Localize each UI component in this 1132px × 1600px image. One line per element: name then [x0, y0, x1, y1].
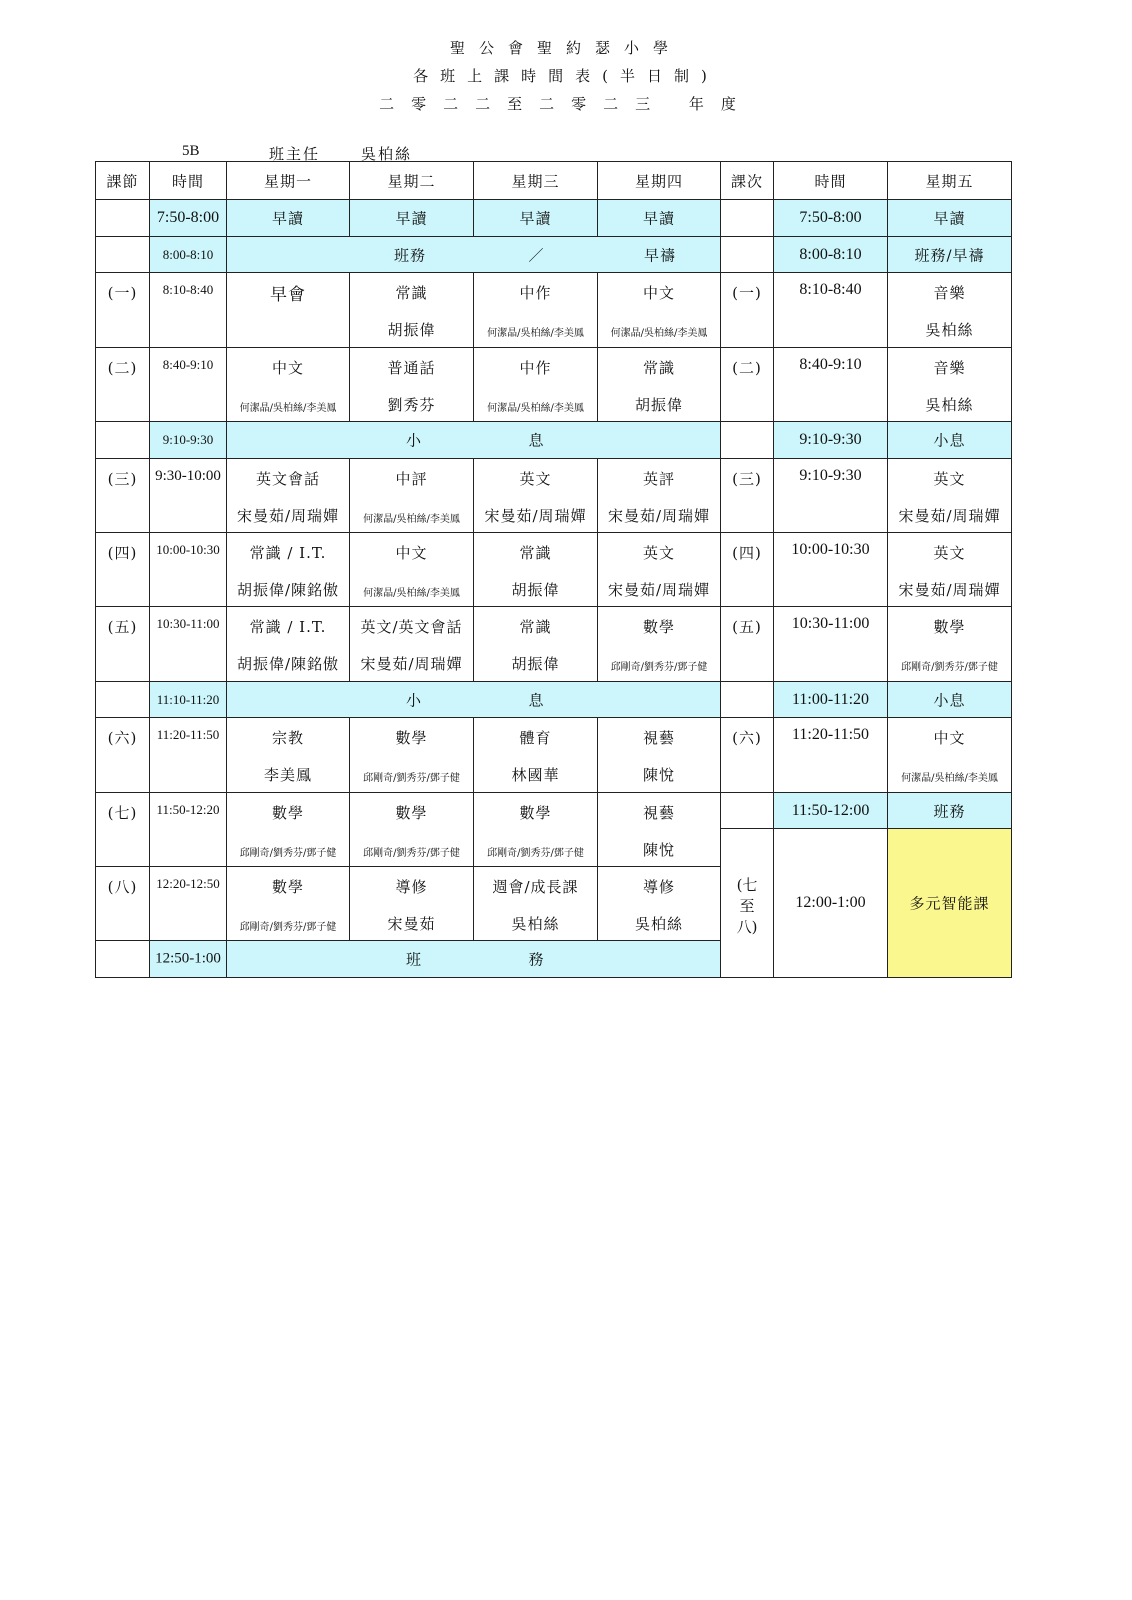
- right-p78-fri: 多元智能課: [887, 828, 1012, 978]
- header-time: 時間: [149, 161, 227, 200]
- left-p2-num: (二): [95, 347, 150, 422]
- left-p8-tue: 導修 宋曼茹: [349, 866, 474, 941]
- left-r0-num: [95, 199, 150, 237]
- left-p3-wed: 英文 宋曼茹/周瑞嬋: [473, 458, 598, 533]
- left-r0-time: 7:50-8:00: [149, 199, 227, 237]
- left-p7-mon: 數學 邱剛奇/劉秀芬/鄧子健: [226, 792, 350, 867]
- right-p1-fri: 音樂 吳柏絲: [887, 272, 1012, 348]
- right-p1-num: (一): [720, 272, 774, 348]
- left-p6-time: 11:20-11:50: [149, 717, 227, 793]
- right-p1-time: 8:10-8:40: [773, 272, 888, 348]
- left-b2-merged: 小 息: [226, 681, 721, 718]
- left-p1-num: (一): [95, 272, 150, 348]
- right-r7-num: [720, 792, 774, 829]
- left-p8-wed: 週會/成長課 吳柏絲: [473, 866, 598, 941]
- right-b2-fri: 小息: [887, 681, 1012, 718]
- left-b2-time: 11:10-11:20: [149, 681, 227, 718]
- right-b1-fri: 小息: [887, 421, 1012, 459]
- left-p6-thu: 視藝 陳悅: [597, 717, 721, 793]
- left-p7-wed: 數學 邱剛奇/劉秀芬/鄧子健: [473, 792, 598, 867]
- header-fri: 星期五: [887, 161, 1012, 200]
- left-p5-thu: 數學 邱剛奇/劉秀芬/鄧子健: [597, 606, 721, 682]
- right-p2-time: 8:40-9:10: [773, 347, 888, 422]
- left-p4-mon: 常識 / I.T. 胡振偉/陳銘傲: [226, 532, 350, 607]
- left-p4-wed: 常識 胡振偉: [473, 532, 598, 607]
- right-p78-num-a: (七: [736, 876, 758, 894]
- right-p4-time: 10:00-10:30: [773, 532, 888, 607]
- school-year: 二零二二至二零二三 年度: [379, 95, 753, 113]
- left-p2-tue: 普通話 劉秀芬: [349, 347, 474, 422]
- right-p3-time: 9:10-9:30: [773, 458, 888, 533]
- class-name: 5B: [182, 143, 200, 159]
- left-p6-num: (六): [95, 717, 150, 793]
- left-p4-thu: 英文 宋曼茹/周瑞嬋: [597, 532, 721, 607]
- left-p2-time: 8:40-9:10: [149, 347, 227, 422]
- left-p2-mon: 中文 何潔晶/吳柏絲/李美鳳: [226, 347, 350, 422]
- left-p1-mon: 早會: [226, 272, 350, 348]
- right-p6-fri: 中文 何潔晶/吳柏絲/李美鳳: [887, 717, 1012, 793]
- header-tue: 星期二: [349, 161, 474, 200]
- header-mon: 星期一: [226, 161, 350, 200]
- class-teacher-label: 班主任: [269, 145, 321, 163]
- left-p7-time: 11:50-12:20: [149, 792, 227, 867]
- left-p5-num: (五): [95, 606, 150, 682]
- header-thu: 星期四: [597, 161, 721, 200]
- right-p5-num: (五): [720, 606, 774, 682]
- right-p4-fri: 英文 宋曼茹/周瑞嬋: [887, 532, 1012, 607]
- left-p2-wed: 中作 何潔晶/吳柏絲/李美鳳: [473, 347, 598, 422]
- left-end-merged: 班 務: [226, 940, 721, 978]
- class-teacher-name: 吳柏絲: [361, 145, 413, 163]
- left-p5-time: 10:30-11:00: [149, 606, 227, 682]
- left-p7-tue: 數學 邱剛奇/劉秀芬/鄧子健: [349, 792, 474, 867]
- left-p3-tue: 中評 何潔晶/吳柏絲/李美鳳: [349, 458, 474, 533]
- left-p7-num: (七): [95, 792, 150, 867]
- left-p1-wed: 中作 何潔晶/吳柏絲/李美鳳: [473, 272, 598, 348]
- right-r1-time: 8:00-8:10: [773, 236, 888, 273]
- left-p1-thu: 中文 何潔晶/吳柏絲/李美鳳: [597, 272, 721, 348]
- right-r1-fri: 班務/早禱: [887, 236, 1012, 273]
- right-p2-num: (二): [720, 347, 774, 422]
- right-b2-num: [720, 681, 774, 718]
- header-period-2: 課次: [720, 161, 774, 200]
- right-p6-time: 11:20-11:50: [773, 717, 888, 793]
- left-p5-mon: 常識 / I.T. 胡振偉/陳銘傲: [226, 606, 350, 682]
- left-p5-tue: 英文/英文會話 宋曼茹/周瑞嬋: [349, 606, 474, 682]
- right-r0-time: 7:50-8:00: [773, 199, 888, 237]
- left-r0-tue: 早讀: [349, 199, 474, 237]
- left-p3-time: 9:30-10:00: [149, 458, 227, 533]
- right-r0-num: [720, 199, 774, 237]
- right-p2-fri: 音樂 吳柏絲: [887, 347, 1012, 422]
- right-p78-num: [720, 828, 774, 978]
- right-b2-time: 11:00-11:20: [773, 681, 888, 718]
- left-p8-mon: 數學 邱剛奇/劉秀芬/鄧子健: [226, 866, 350, 941]
- right-b1-time: 9:10-9:30: [773, 421, 888, 459]
- left-r0-mon: 早讀: [226, 199, 350, 237]
- left-p7-thu: 視藝 陳悅: [597, 792, 721, 867]
- left-p1-time: 8:10-8:40: [149, 272, 227, 348]
- header-time-2: 時間: [773, 161, 888, 200]
- right-r1-num: [720, 236, 774, 273]
- left-end-num: [95, 940, 150, 978]
- header-period: 課節: [95, 161, 150, 200]
- right-r7-time: 11:50-12:00: [773, 792, 888, 829]
- left-p6-wed: 體育 林國華: [473, 717, 598, 793]
- left-end-time: 12:50-1:00: [149, 940, 227, 978]
- left-b1-merged: 小 息: [226, 421, 721, 459]
- left-p3-mon: 英文會話 宋曼茹/周瑞嬋: [226, 458, 350, 533]
- right-p5-fri: 數學 邱剛奇/劉秀芬/鄧子健: [887, 606, 1012, 682]
- left-p5-wed: 常識 胡振偉: [473, 606, 598, 682]
- left-p8-thu: 導修 吳柏絲: [597, 866, 721, 941]
- left-r1-num: [95, 236, 150, 273]
- left-b1-num: [95, 421, 150, 459]
- left-p4-num: (四): [95, 532, 150, 607]
- left-b2-num: [95, 681, 150, 718]
- left-p6-tue: 數學 邱剛奇/劉秀芬/鄧子健: [349, 717, 474, 793]
- right-p78-num-c: 八): [736, 918, 758, 936]
- right-b1-num: [720, 421, 774, 459]
- left-p3-num: (三): [95, 458, 150, 533]
- left-r1-time: 8:00-8:10: [149, 236, 227, 273]
- right-p4-num: (四): [720, 532, 774, 607]
- right-p6-num: (六): [720, 717, 774, 793]
- right-r0-fri: 早讀: [887, 199, 1012, 237]
- left-p4-tue: 中文 何潔晶/吳柏絲/李美鳳: [349, 532, 474, 607]
- left-r0-wed: 早讀: [473, 199, 598, 237]
- right-p78-num-b: 至: [739, 897, 755, 915]
- left-p8-time: 12:20-12:50: [149, 866, 227, 941]
- left-r1-merged: 班務 ／ 早禱: [226, 236, 721, 273]
- left-r0-thu: 早讀: [597, 199, 721, 237]
- right-p78-time: 12:00-1:00: [773, 828, 888, 978]
- left-p2-thu: 常識 胡振偉: [597, 347, 721, 422]
- right-p5-time: 10:30-11:00: [773, 606, 888, 682]
- left-p3-thu: 英評 宋曼茹/周瑞嬋: [597, 458, 721, 533]
- school-title: 聖公會聖約瑟小學: [449, 39, 682, 57]
- right-p3-num: (三): [720, 458, 774, 533]
- right-p3-fri: 英文 宋曼茹/周瑞嬋: [887, 458, 1012, 533]
- left-p1-tue: 常識 胡振偉: [349, 272, 474, 348]
- left-b1-time: 9:10-9:30: [149, 421, 227, 459]
- right-r7-fri: 班務: [887, 792, 1012, 829]
- left-p8-num: (八): [95, 866, 150, 941]
- header-wed: 星期三: [473, 161, 598, 200]
- timetable-title: 各班上課時間表(半日制): [413, 67, 719, 85]
- left-p4-time: 10:00-10:30: [149, 532, 227, 607]
- left-p6-mon: 宗教 李美鳳: [226, 717, 350, 793]
